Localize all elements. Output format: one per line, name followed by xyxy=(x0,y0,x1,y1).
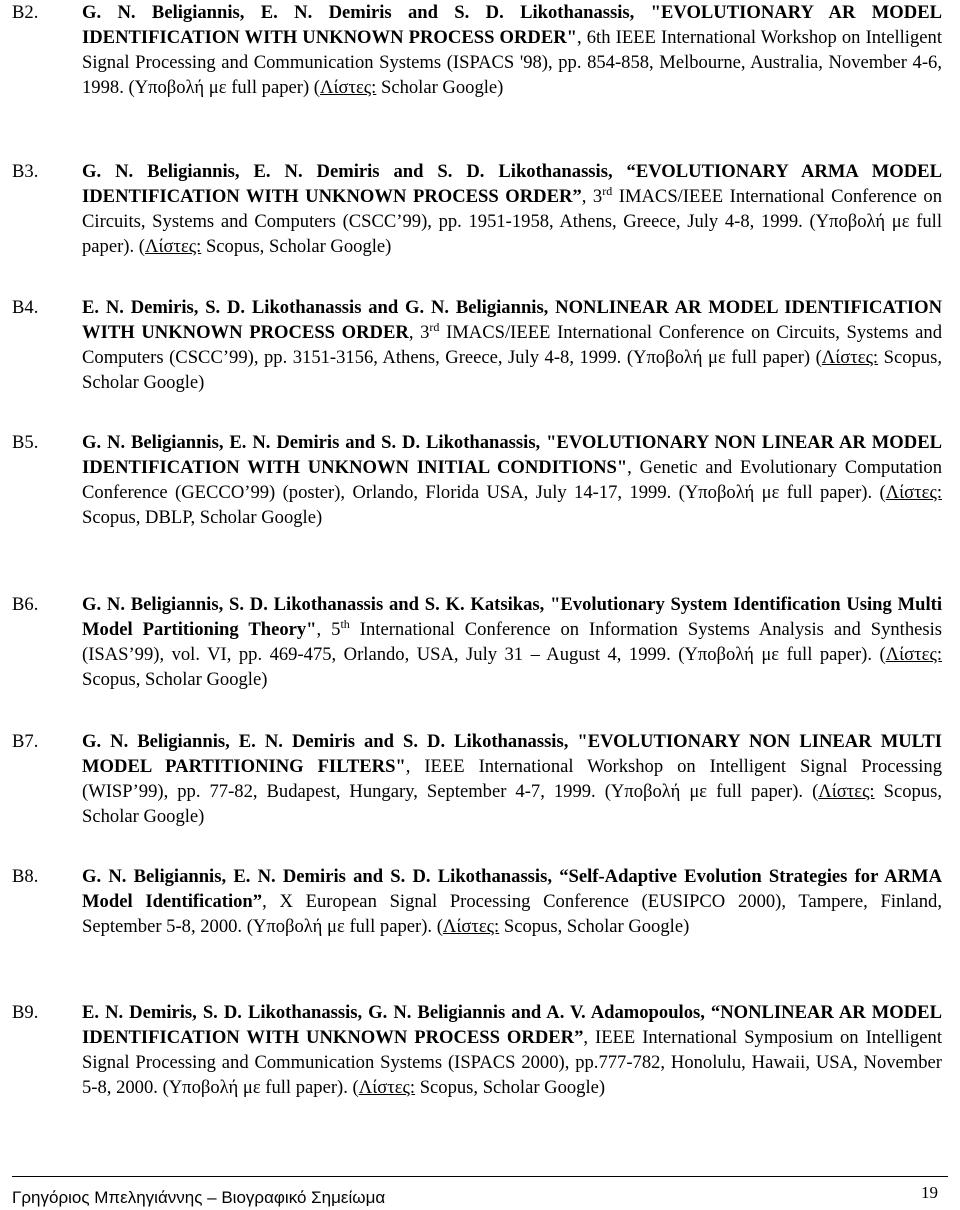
entry-venue: , IEEE International Workshop on Intelligent Signal Processing (WISP’99), pp. 77-82, Budapest, Hungary, September 4-7, 1999. (Υποβολή με full paper). ( xyxy=(82,756,942,802)
entry-title: “Self-Adaptive Evolution Strategies for ARMA Model Identification” xyxy=(82,866,943,912)
entry-number: B3. xyxy=(12,161,39,182)
entry-lists-label: Λίστες: xyxy=(885,482,942,503)
entry-number: B9. xyxy=(12,1002,39,1023)
entry-lists-label: Λίστες: xyxy=(144,236,202,257)
entry-text: G. N. Beligiannis, E. N. Demiris and S. D. Likothanassis, “EVOLUTIONARY ARMA MODEL IDENTIFICATION WITH UNKNOWN PROCESS ORDER”, 3rd IMACS/IEEE International Conference on Circuits, Systems and Computers (CSCC’99), pp. 1951-1958, Athens, Greece, July 4-8, 1999. (Υποβολή με full paper). (Λίστες: Scopus, Scholar Google) xyxy=(82,161,943,257)
entry-authors: G. N. Beligiannis, E. N. Demiris and S. D. Likothanassis, xyxy=(82,432,541,453)
page-number: 19 xyxy=(921,1183,938,1202)
entry-text: G. N. Beligiannis, S. D. Likothanassis and S. K. Katsikas, "Evolutionary System Identification Using Multi Model Partitioning Theory", 5th International Conference on Information Systems Analysis and Synthesis (ISAS’99), vol. VI, pp. 469-475, Orlando, USA, July 31 – August 4, 1999. (Υποβολή με full paper). (Λίστες: Scopus, Scholar Google) xyxy=(82,594,943,690)
footer-rule xyxy=(12,1176,948,1177)
entry-venue: , X European Signal Processing Conference (EUSIPCO 2000), Tampere, Finland, September 5-8, 2000. (Υποβολή με full paper). ( xyxy=(82,891,943,937)
entry-lists: Scopus, Scholar Google) xyxy=(82,781,942,827)
entry-text: E. N. Demiris, S. D. Likothanassis and G. N. Beligiannis, NONLINEAR AR MODEL IDENTIFICATION WITH UNKNOWN PROCESS ORDER, 3rd IMACS/IEEE International Conference on Circuits, Systems and Computers (CSCC’99), pp. 3151-3156, Athens, Greece, July 4-8, 1999. (Υποβολή με full paper) (Λίστες: Scopus, Scholar Google) xyxy=(82,297,943,393)
entry-text xyxy=(82,0,942,100)
entry-number: B4. xyxy=(12,297,39,318)
entry-sup: th xyxy=(340,616,350,631)
entry-title: “NONLINEAR AR MODEL IDENTIFICATION WITH UNKNOWN PROCESS ORDER” xyxy=(82,1002,942,1048)
entry-number: B7. xyxy=(12,731,39,752)
entry-text xyxy=(82,1000,942,1100)
entry-venue: , Genetic and Evolutionary Computation Conference (GECCO’99) (poster), Orlando, Florida USA, July 14-17, 1999. (Υποβολή με full paper). ( xyxy=(82,457,942,503)
entry-sup: rd xyxy=(429,319,440,334)
entry-venue: , 6th IEEE International Workshop on Intelligent Signal Processing and Communication Systems (ISPACS '98), pp. 854-858, Melbourne, Australia, November 4-6, 1998. (Υποβολή με full paper) ( xyxy=(82,27,942,98)
entry-venue: IMACS/IEEE International Conference on Circuits, Systems and Computers (CSCC’99), pp. 1951-1958, Athens, Greece, July 4-8, 1999. (Υποβολή με full paper). ( xyxy=(82,186,943,257)
entry-authors: G. N. Beligiannis, E. N. Demiris and S. D. Likothanassis, xyxy=(82,161,613,182)
entry-lists-label: Λίστες: xyxy=(320,77,377,98)
entry-authors: G. N. Beligiannis, E. N. Demiris and S. D. Likothanassis, xyxy=(82,866,552,887)
entry-text xyxy=(82,729,942,829)
entry-lists: Scopus, Scholar Google) xyxy=(201,236,392,257)
entry-title: "Evolutionary System Identification Using Multi Model Partitioning Theory" xyxy=(82,594,943,640)
entry-lists-label: Λίστες: xyxy=(442,916,500,937)
entry-lists: Scopus, Scholar Google) xyxy=(499,916,690,937)
entry-authors: E. N. Demiris, S. D. Likothanassis and G. N. Beligiannis, xyxy=(82,297,549,318)
entry-text xyxy=(82,864,942,939)
entry-lists-label: Λίστες: xyxy=(885,644,942,665)
entry-lists-label: Λίστες: xyxy=(358,1077,416,1098)
entry-lists: Scopus, Scholar Google) xyxy=(82,347,942,393)
entry-title: “EVOLUTIONARY ARMA MODEL IDENTIFICATION WITH UNKNOWN PROCESS ORDER” xyxy=(82,161,942,207)
entry-title: "EVOLUTIONARY NON LINEAR MULTI MODEL PARTITIONING FILTERS" xyxy=(82,731,942,777)
footer-author-title: Γρηγόριος Μπεληγιάννης – Βιογραφικό Σημείωμα xyxy=(12,1188,386,1207)
entry-lists: Scopus, Scholar Google) xyxy=(82,669,268,690)
entry-lists-label: Λίστες: xyxy=(818,781,875,802)
entry-title: NONLINEAR AR MODEL IDENTIFICATION WITH UNKNOWN PROCESS ORDER xyxy=(82,297,943,343)
entry-authors: E. N. Demiris, S. D. Likothanassis, G. N. Beligiannis and A. V. Adamopoulos, xyxy=(82,1002,705,1023)
entry-number: B2. xyxy=(12,2,39,23)
page-footer xyxy=(0,1176,960,1206)
entry-authors: G. N. Beligiannis, E. N. Demiris and S. D. Likothanassis, xyxy=(82,2,635,23)
entry-venue: IMACS/IEEE International Conference on Circuits, Systems and Computers (CSCC’99), pp. 3151-3156, Athens, Greece, July 4-8, 1999. (Υποβολή με full paper) ( xyxy=(82,322,942,368)
entry-venue: International Conference on Information Systems Analysis and Synthesis (ISAS’99), vol. VI, pp. 469-475, Orlando, USA, July 31 – August 4, 1999. (Υποβολή με full paper). ( xyxy=(82,619,943,665)
entry-title: "EVOLUTIONARY AR MODEL IDENTIFICATION WITH UNKNOWN PROCESS ORDER" xyxy=(82,2,943,48)
entry-title: "EVOLUTIONARY NON LINEAR AR MODEL IDENTIFICATION WITH UNKNOWN INITIAL CONDITIONS" xyxy=(82,432,943,478)
entry-lists: Scopus, Scholar Google) xyxy=(415,1077,606,1098)
entry-number: B5. xyxy=(12,432,39,453)
entry-number: B6. xyxy=(12,594,39,615)
entry-number: B8. xyxy=(12,866,39,887)
entry-text xyxy=(82,430,942,530)
entry-lists: Scopus, DBLP, Scholar Google) xyxy=(82,507,323,528)
entry-lists: Scholar Google) xyxy=(376,77,504,98)
entry-venue: , IEEE International Symposium on Intelligent Signal Processing and Communication Systems (ISPACS 2000), pp.777-782, Honolulu, Hawaii, USA, November 5-8, 2000. (Υποβολή με full paper). ( xyxy=(82,1027,942,1098)
entry-authors: G. N. Beligiannis, E. N. Demiris and S. D. Likothanassis, xyxy=(82,731,569,752)
entry-sup: rd xyxy=(602,183,613,198)
entry-lists-label: Λίστες: xyxy=(821,347,879,368)
entry-authors: G. N. Beligiannis, S. D. Likothanassis and S. K. Katsikas, xyxy=(82,594,545,615)
